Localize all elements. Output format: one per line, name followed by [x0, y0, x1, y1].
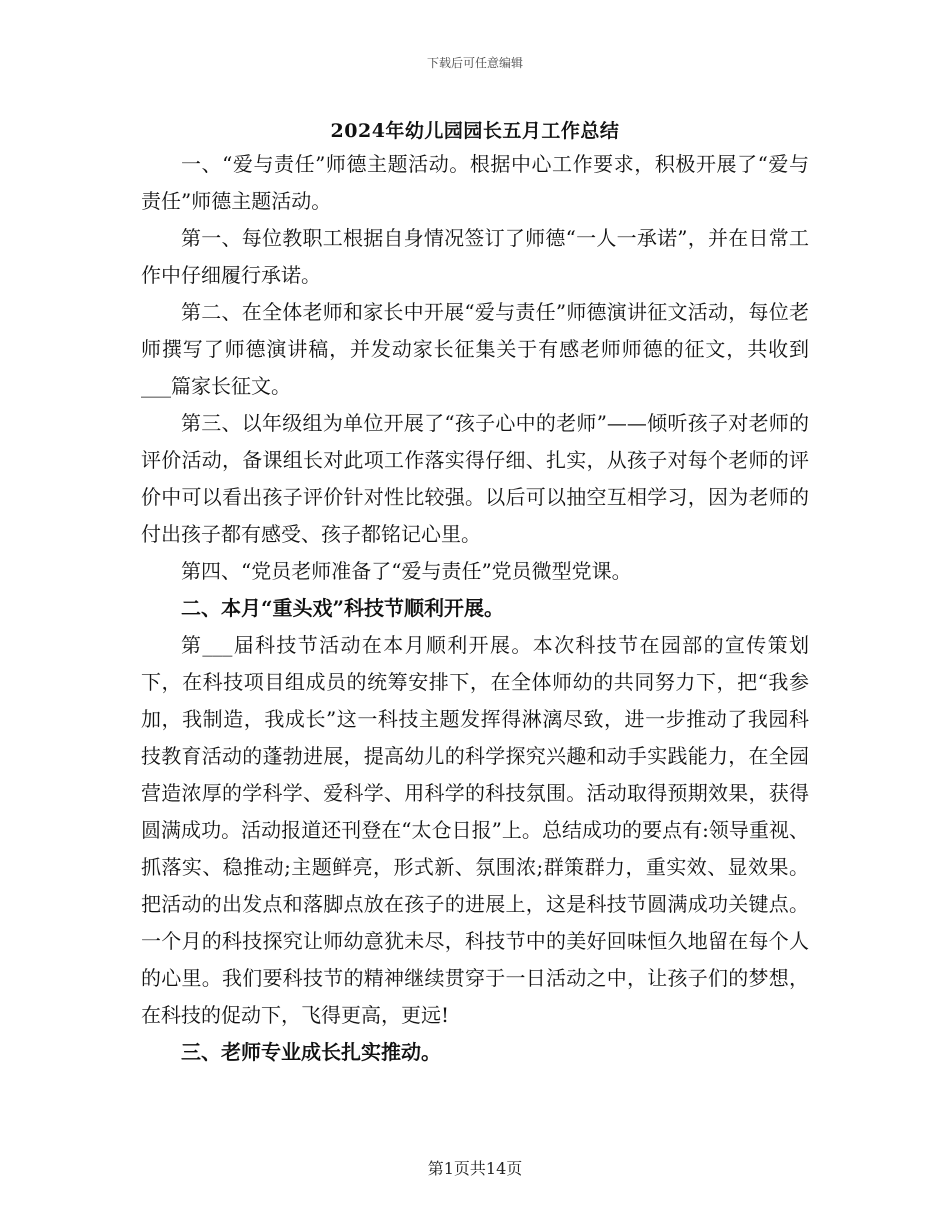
section-1-paragraph: 一、“爱与责任”师德主题活动。根据中心工作要求，积极开展了“爱与责任”师德主题活动。 [141, 152, 809, 213]
header-note: 下载后可任意编辑 [426, 56, 523, 70]
page-number-footer: 第1页共14页 [427, 1159, 523, 1178]
item-4-paragraph: 第四、“党员老师准备了“爱与责任”党员微型党课。 [181, 559, 632, 583]
item-3-paragraph: 第三、以年级组为单位开展了“孩子心中的老师”——倾听孩子对老师的评价活动，备课组长对此项工作落实得仔细、扎实，从孩子对每个老师的评价中可以看出孩子评价针对性比较强。以后可以抽空互相学习，因为老师的付出孩子都有感受、孩子都铭记心里。 [141, 411, 809, 546]
section-2-heading: 二、本月“重头戏”科技节顺利开展。 [181, 596, 505, 620]
item-1-paragraph: 第一、每位教职工根据自身情况签订了师德“一人一承诺”，并在日常工作中仔细履行承诺。 [141, 226, 809, 287]
science-festival-paragraph: 第___届科技节活动在本月顺利开展。本次科技节在园部的宣传策划下，在科技项目组成员的统筹安排下，在全体师幼的共同努力下，把“我参加，我制造，我成长”这一科技主题发挥得淋漓尽致，进一步推动了我园科技教育活动的蓬勃进展，提高幼儿的科学探究兴趣和动手实践能力，在全园营造浓厚的学科学、爱科学、用科学的科技氛围。活动取得预期效果，获得圆满成功。活动报道还刊登在“太仓日报”上。总结成功的要点有:领导重视、抓落实、稳推动;主题鲜亮，形式新、氛围浓;群策群力，重实效、显效果。把活动的出发点和落脚点放在孩子的进展上，这是科技节圆满成功关键点。一个月的科技探究让师幼意犹未尽，科技节中的美好回味恒久地留在每个人的心里。我们要科技节的精神继续贯穿于一日活动之中，让孩子们的梦想，在科技的促动下，飞得更高，更远! [141, 633, 809, 1027]
item-2-paragraph: 第二、在全体老师和家长中开展“爱与责任”师德演讲征文活动，每位老师撰写了师德演讲稿，并发动家长征集关于有感老师师德的征文，共收到___篇家长征文。 [141, 300, 809, 398]
document-body [141, 146, 809, 1071]
section-3-heading: 三、老师专业成长扎实推动。 [181, 1040, 441, 1064]
document-title: 2024年幼儿园园长五月工作总结 [330, 120, 620, 142]
